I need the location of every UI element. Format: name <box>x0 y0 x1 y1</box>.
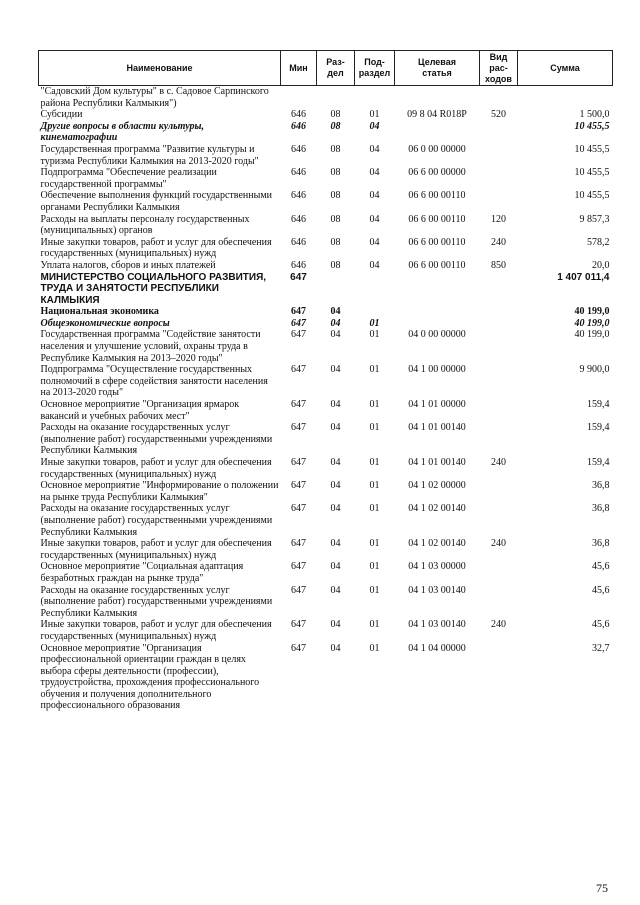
cell-razdel: 04 <box>330 457 341 468</box>
cell-expense-type: 520 <box>491 109 506 121</box>
cell-expense-type <box>480 167 518 190</box>
cell-target-article: 04 0 00 00000 <box>408 329 466 341</box>
header-target-article: Целевая статья <box>395 51 480 86</box>
cell-target-article: 04 1 04 00000 <box>408 642 466 654</box>
cell-target-article: 06 0 00 00000 <box>408 143 466 155</box>
cell-expense-type <box>480 121 518 144</box>
cell-podrazdel: 04 <box>369 143 380 155</box>
cell-sum: 40 199,0 <box>574 329 610 341</box>
cell-name: МИНИСТЕРСТВО СОЦИАЛЬНОГО РАЗВИТИЯ, ТРУДА И ЗАНЯТОСТИ РЕСПУБЛИКИ КАЛМЫКИЯ <box>40 271 267 306</box>
cell-razdel: 04 <box>330 642 341 654</box>
cell-sum: 1 500,0 <box>579 109 610 121</box>
cell-sum: 10 455,5 <box>574 190 610 202</box>
cell-razdel: 08 <box>330 143 341 155</box>
table-row <box>39 121 613 144</box>
cell-expense-type <box>480 585 518 620</box>
cell-sum: 36,8 <box>592 503 610 515</box>
cell-razdel: 04 <box>330 399 341 411</box>
cell-min: 647 <box>291 422 306 434</box>
cell-name: Расходы на выплаты персоналу государственных (муниципальных) органов <box>40 213 250 237</box>
cell-podrazdel <box>355 272 395 307</box>
cell-razdel: 08 <box>330 167 341 179</box>
header-name: Наименование <box>39 51 281 86</box>
cell-target-article: 04 1 01 00140 <box>408 457 466 468</box>
cell-target-article: 04 1 03 00140 <box>408 619 466 631</box>
cell-expense-type <box>480 306 518 318</box>
cell-target-article <box>395 306 480 318</box>
cell-target-article: 09 8 04 R018P <box>407 109 467 121</box>
cell-min: 646 <box>291 190 306 202</box>
cell-podrazdel: 01 <box>369 584 380 596</box>
cell-min: 647 <box>291 399 306 411</box>
cell-podrazdel: 04 <box>369 190 380 202</box>
table-row <box>39 503 613 538</box>
table-row <box>39 480 613 503</box>
cell-podrazdel: 01 <box>369 317 380 329</box>
cell-target-article: 04 1 02 00000 <box>408 480 466 492</box>
cell-name: Расходы на оказание государственных услуг (выполнение работ) государственными учреждениями Республики Калмыкия <box>40 503 273 538</box>
cell-name: Основное мероприятие "Информирование о положении на рынке труда Республики Калмыкия" <box>40 480 279 503</box>
table-row <box>39 318 613 330</box>
cell-name: Основное мероприятие "Организация ярмарок вакансий и учебных рабочих мест" <box>40 399 240 422</box>
cell-expense-type <box>480 86 518 110</box>
cell-sum: 20,0 <box>592 259 610 271</box>
cell-sum: 40 199,0 <box>574 306 610 318</box>
cell-expense-type <box>480 364 518 399</box>
cell-min: 647 <box>291 329 306 341</box>
cell-sum: 45,6 <box>592 584 610 596</box>
table-row <box>39 260 613 272</box>
cell-min: 646 <box>291 236 306 248</box>
table-row <box>39 364 613 399</box>
cell-min: 647 <box>291 317 306 329</box>
cell-sum: 1 407 011,4 <box>557 271 610 283</box>
cell-razdel: 04 <box>330 422 341 434</box>
cell-razdel: 04 <box>330 306 341 318</box>
cell-razdel: 08 <box>330 259 341 271</box>
header-razdel: Раз- дел <box>317 51 355 86</box>
cell-expense-type <box>480 399 518 422</box>
cell-sum: 32,7 <box>592 642 610 654</box>
cell-name: Общеэкономические вопросы <box>40 317 170 329</box>
cell-podrazdel: 04 <box>369 259 380 271</box>
table-row <box>39 619 613 642</box>
cell-min: 646 <box>291 259 306 271</box>
cell-name: Иные закупки товаров, работ и услуг для обеспечения государственных (муниципальных) нужд <box>40 457 272 480</box>
cell-podrazdel: 01 <box>369 561 380 573</box>
table-row <box>39 306 613 318</box>
table-body <box>39 86 613 713</box>
cell-podrazdel <box>355 306 395 318</box>
cell-sum: 10 455,5 <box>574 167 610 179</box>
cell-expense-type <box>480 272 518 307</box>
header-expense-type: Вид рас- ходов <box>480 51 518 86</box>
cell-min: 647 <box>291 642 306 654</box>
table-row <box>39 272 613 307</box>
cell-min: 647 <box>291 561 306 573</box>
cell-name: Расходы на оказание государственных услуг (выполнение работ) государственными учреждениями Республики Калмыкия <box>40 584 273 619</box>
cell-razdel: 08 <box>330 120 341 132</box>
cell-min: 647 <box>291 538 306 550</box>
cell-min: 647 <box>291 364 306 376</box>
table-row <box>39 167 613 190</box>
cell-podrazdel: 01 <box>369 364 380 376</box>
cell-min: 647 <box>290 271 307 283</box>
cell-expense-type <box>480 561 518 584</box>
cell-name: Подпрограмма "Осуществление государственных полномочий в сфере содействия занятости населения на 2013-2020 годы" <box>40 364 268 399</box>
cell-razdel: 08 <box>330 190 341 202</box>
cell-name: Иные закупки товаров, работ и услуг для обеспечения государственных (муниципальных) нужд <box>40 236 272 260</box>
cell-target-article: 06 6 00 00110 <box>408 213 466 225</box>
cell-podrazdel: 01 <box>369 422 380 434</box>
cell-name: Государственная программа "Содействие занятости населения и улучшение условий, охраны труда в Республике Калмыкия на 2013–2020 годы" <box>40 329 261 364</box>
table-row <box>39 561 613 584</box>
table-row <box>39 86 613 110</box>
cell-podrazdel: 01 <box>369 642 380 654</box>
cell-name: Обеспечение выполнения функций государственными органами Республики Калмыкия <box>40 190 273 213</box>
cell-name: Основное мероприятие "Организация профессиональной ориентации граждан в целях выбора сферы деятельности (профессии), трудоустройства, прохождения профессионального обучения и получения дополнительного профессионального образования <box>40 642 260 712</box>
cell-target-article: 06 6 00 00110 <box>408 259 466 271</box>
cell-sum: 10 455,5 <box>574 143 610 155</box>
table-row <box>39 109 613 121</box>
cell-sum: 36,8 <box>592 538 610 550</box>
cell-target-article: 06 6 00 00110 <box>408 190 466 202</box>
table-row <box>39 399 613 422</box>
header-podrazdel: Под- раздел <box>355 51 395 86</box>
cell-min: 647 <box>291 619 306 631</box>
cell-podrazdel: 01 <box>369 329 380 341</box>
cell-sum: 36,8 <box>592 480 610 492</box>
table-row <box>39 237 613 260</box>
cell-podrazdel: 04 <box>369 213 380 225</box>
cell-target-article: 04 1 03 00140 <box>408 584 466 596</box>
cell-podrazdel: 01 <box>369 399 380 411</box>
cell-sum: 45,6 <box>592 561 610 573</box>
cell-min: 646 <box>291 143 306 155</box>
cell-name: Национальная экономика <box>40 306 159 318</box>
cell-target-article <box>395 318 480 330</box>
cell-expense-type: 240 <box>491 457 506 468</box>
cell-razdel <box>317 86 355 110</box>
header-min: Мин <box>281 51 317 86</box>
cell-sum: 578,2 <box>587 236 610 248</box>
cell-target-article <box>395 86 480 110</box>
cell-min: 647 <box>291 503 306 515</box>
cell-razdel: 04 <box>330 503 341 515</box>
cell-sum: 159,4 <box>587 457 610 468</box>
cell-podrazdel: 04 <box>369 167 380 179</box>
cell-expense-type <box>480 329 518 364</box>
cell-name: Субсидии <box>40 109 83 121</box>
cell-podrazdel <box>355 86 395 110</box>
cell-name: Другие вопросы в области культуры, кинематографии <box>40 120 204 144</box>
cell-target-article: 06 6 00 00000 <box>408 167 466 179</box>
table-row <box>39 214 613 237</box>
cell-expense-type: 240 <box>491 538 506 550</box>
cell-sum: 159,4 <box>587 422 610 434</box>
cell-razdel: 04 <box>330 538 341 550</box>
cell-sum: 45,6 <box>592 619 610 631</box>
cell-expense-type <box>480 643 518 713</box>
cell-expense-type <box>480 144 518 167</box>
cell-target-article: 04 1 01 00140 <box>408 422 466 434</box>
cell-name: Подпрограмма "Обеспечение реализации государственной программы" <box>40 167 217 190</box>
table-row <box>39 538 613 561</box>
cell-min: 647 <box>291 584 306 596</box>
cell-expense-type: 120 <box>491 213 506 225</box>
cell-min: 646 <box>291 167 306 179</box>
table-row <box>39 585 613 620</box>
cell-target-article: 06 6 00 00110 <box>408 236 466 248</box>
cell-expense-type: 240 <box>491 619 506 631</box>
cell-podrazdel: 01 <box>369 457 380 468</box>
cell-min: 646 <box>291 109 306 121</box>
cell-razdel: 04 <box>330 561 341 573</box>
table-row <box>39 422 613 457</box>
cell-razdel <box>317 272 355 307</box>
cell-podrazdel: 04 <box>369 236 380 248</box>
cell-expense-type <box>480 503 518 538</box>
cell-min: 647 <box>291 306 306 318</box>
cell-expense-type: 850 <box>491 259 506 271</box>
cell-razdel: 04 <box>330 619 341 631</box>
cell-name: Государственная программа "Развитие культуры и туризма Республики Калмыкия на 2013-2020 годы" <box>40 143 259 167</box>
cell-target-article <box>395 272 480 307</box>
table-row <box>39 144 613 167</box>
cell-podrazdel: 01 <box>369 619 380 631</box>
cell-target-article <box>395 121 480 144</box>
cell-expense-type <box>480 422 518 457</box>
cell-target-article: 04 1 02 00140 <box>408 503 466 515</box>
cell-name: Иные закупки товаров, работ и услуг для обеспечения государственных (муниципальных) нужд <box>40 538 272 561</box>
cell-min: 646 <box>291 213 306 225</box>
cell-name: Основное мероприятие "Социальная адаптация безработных граждан на рынке труда" <box>40 561 244 584</box>
cell-sum: 10 455,5 <box>574 120 610 132</box>
cell-target-article: 04 1 01 00000 <box>408 399 466 411</box>
cell-sum: 9 900,0 <box>579 364 610 376</box>
cell-podrazdel: 04 <box>369 120 380 132</box>
header-sum: Сумма <box>518 51 613 86</box>
cell-target-article: 04 1 00 00000 <box>408 364 466 376</box>
cell-expense-type <box>480 318 518 330</box>
cell-podrazdel: 01 <box>369 480 380 492</box>
cell-razdel: 04 <box>330 329 341 341</box>
cell-expense-type <box>480 190 518 213</box>
cell-sum: 9 857,3 <box>579 213 610 225</box>
cell-razdel: 04 <box>330 364 341 376</box>
cell-name: Расходы на оказание государственных услуг (выполнение работ) государственными учреждениями Республики Калмыкия <box>40 422 273 457</box>
cell-name: Уплата налогов, сборов и иных платежей <box>40 259 216 271</box>
cell-razdel: 08 <box>330 236 341 248</box>
cell-name: Иные закупки товаров, работ и услуг для обеспечения государственных (муниципальных) нужд <box>40 619 272 642</box>
cell-razdel: 08 <box>330 109 341 121</box>
cell-sum: 40 199,0 <box>574 317 610 329</box>
cell-razdel: 08 <box>330 213 341 225</box>
cell-min: 647 <box>291 480 306 492</box>
cell-expense-type: 240 <box>491 236 506 248</box>
cell-min <box>281 86 317 110</box>
cell-razdel: 04 <box>330 317 341 329</box>
table-row <box>39 329 613 364</box>
cell-podrazdel: 01 <box>369 503 380 515</box>
page-number: 75 <box>596 881 608 895</box>
cell-sum: 159,4 <box>587 399 610 411</box>
cell-sum <box>518 86 613 110</box>
cell-podrazdel: 01 <box>369 109 380 121</box>
cell-target-article: 04 1 03 00000 <box>408 561 466 573</box>
cell-razdel: 04 <box>330 584 341 596</box>
table-header-row <box>39 51 613 86</box>
cell-podrazdel: 01 <box>369 538 380 550</box>
table-row <box>39 457 613 480</box>
cell-razdel: 04 <box>330 480 341 492</box>
cell-target-article: 04 1 02 00140 <box>408 538 466 550</box>
table-row <box>39 190 613 213</box>
cell-min: 647 <box>291 457 306 468</box>
table-row <box>39 643 613 713</box>
budget-table <box>38 50 613 712</box>
cell-min: 646 <box>291 120 306 132</box>
cell-name: "Садовский Дом культуры" в с. Садовое Сарпинского района Республики Калмыкия") <box>40 86 269 109</box>
cell-expense-type <box>480 480 518 503</box>
